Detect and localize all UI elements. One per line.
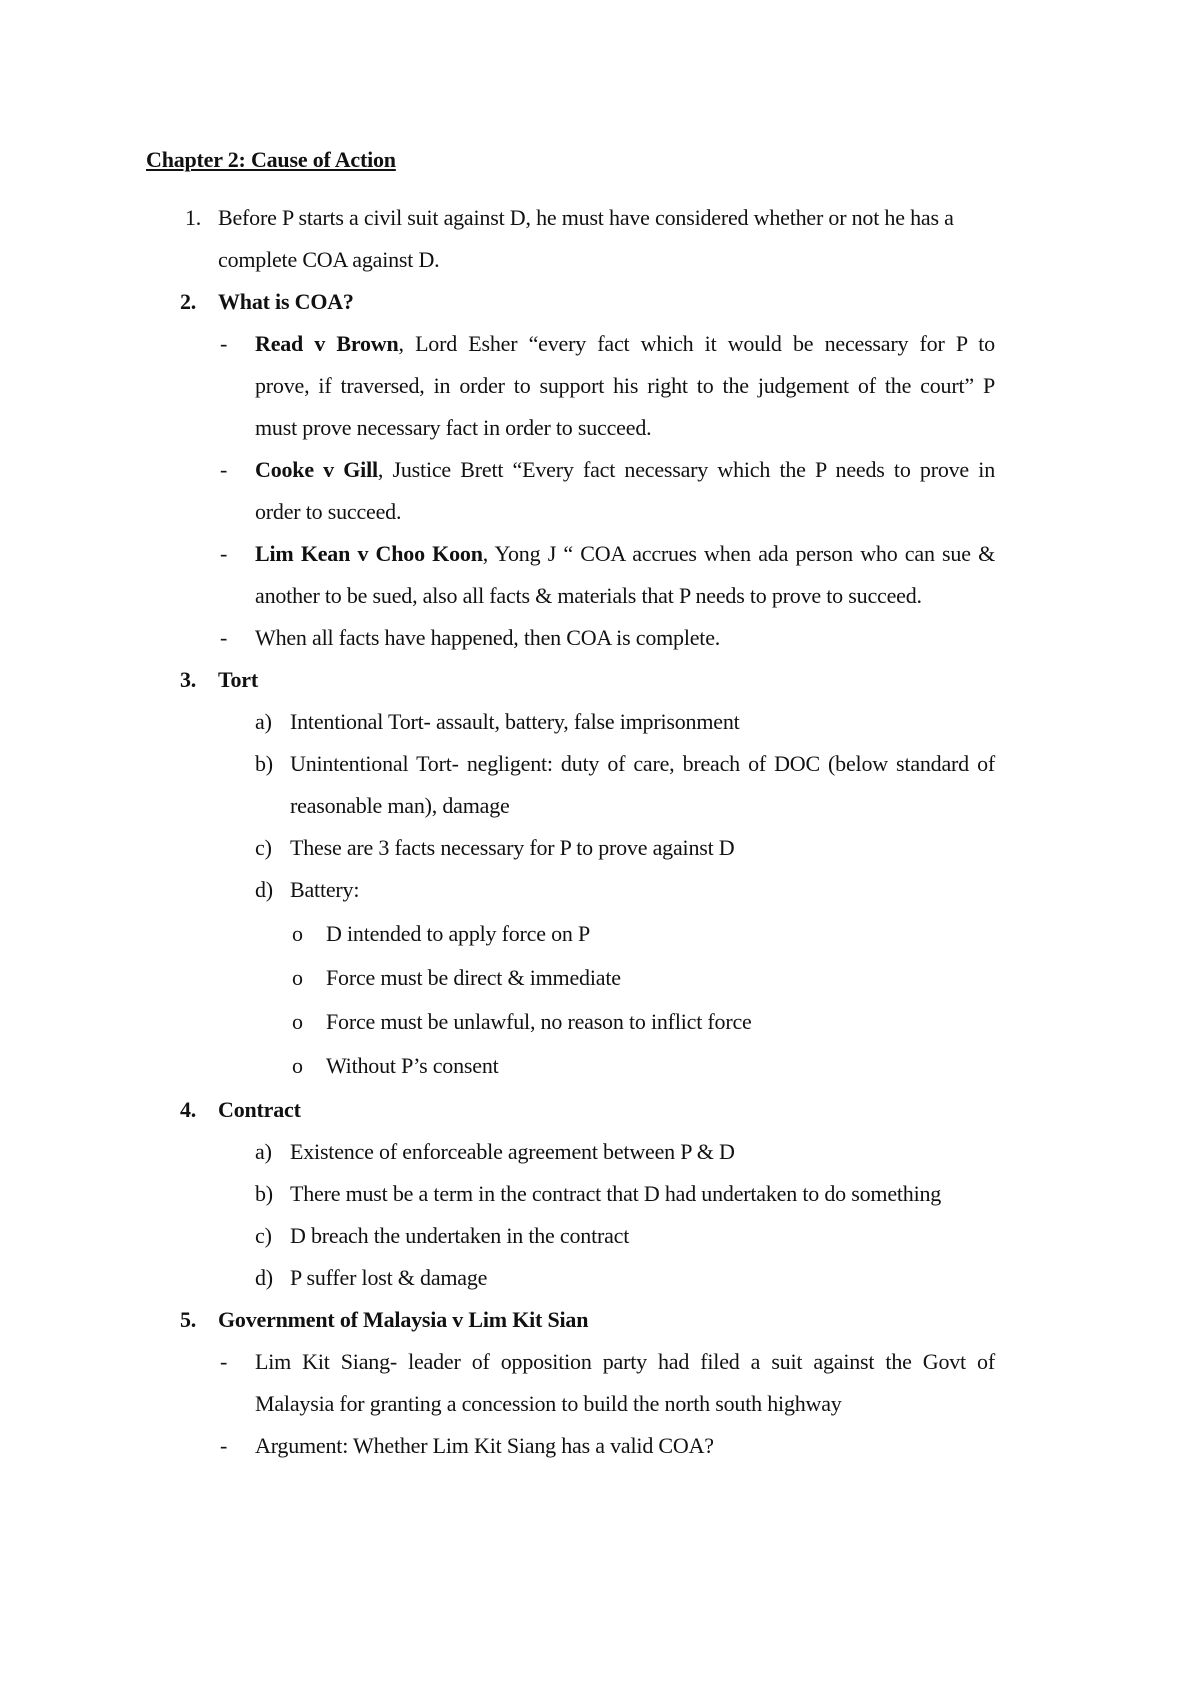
- item-1-line-1: Before P starts a civil suit against D, he must have considered whether or not he has a: [218, 205, 954, 230]
- item-5-number: 5.: [180, 1307, 197, 1332]
- item-3-a-label: a): [255, 709, 272, 734]
- item-5-bullet-2-line-1: Argument: Whether Lim Kit Siang has a valid COA?: [255, 1433, 714, 1458]
- item-2-bullet-1-text: , Lord Esher “every fact which it would be necessary for P to: [398, 331, 995, 356]
- item-5-bullet-2-dash: -: [220, 1433, 228, 1458]
- item-2-bullet-2-dash: -: [220, 457, 228, 482]
- item-3-sub-4: Without P’s consent: [326, 1053, 499, 1078]
- item-3-c-label: c): [255, 835, 272, 860]
- case-name-cooke-v-gill: Cooke v Gill: [255, 457, 378, 482]
- item-2-bullet-4-dash: -: [220, 625, 228, 650]
- item-4-heading: Contract: [218, 1097, 301, 1122]
- item-3-b-line-1: Unintentional Tort- negligent: duty of care, breach of DOC (below standard of: [290, 751, 995, 776]
- item-1-number: 1.: [185, 205, 202, 230]
- item-4-d-text: P suffer lost & damage: [290, 1265, 488, 1290]
- item-5-bullet-1-line-2: Malaysia for granting a concession to build the north south highway: [255, 1391, 842, 1416]
- item-5-heading: Government of Malaysia v Lim Kit Sian: [218, 1307, 589, 1332]
- item-2-bullet-3-text: , Yong J “ COA accrues when ada person who can sue &: [482, 541, 995, 566]
- item-4-number: 4.: [180, 1097, 197, 1122]
- item-4-b-text: There must be a term in the contract that D had undertaken to do something: [290, 1181, 942, 1206]
- item-4-c-text: D breach the undertaken in the contract: [290, 1223, 630, 1248]
- item-5-bullet-1-dash: -: [220, 1349, 228, 1374]
- item-3-d-text: Battery:: [290, 877, 360, 902]
- item-3-sub-3: Force must be unlawful, no reason to inflict force: [326, 1009, 752, 1034]
- item-3-c-text: These are 3 facts necessary for P to prove against D: [290, 835, 735, 860]
- item-3-sub-1: D intended to apply force on P: [326, 921, 591, 946]
- item-2-bullet-3-line-2: another to be sued, also all facts & materials that P needs to prove to succeed.: [255, 583, 922, 608]
- page-title: Chapter 2: Cause of Action: [146, 147, 396, 172]
- item-3-number: 3.: [180, 667, 197, 692]
- item-2-bullet-2-line-1: [255, 456, 995, 484]
- bullet-o-icon: o: [292, 965, 303, 990]
- item-2-heading: What is COA?: [218, 289, 354, 314]
- case-name-read-v-brown: Read v Brown: [255, 331, 399, 356]
- item-2-bullet-1-line-2: prove, if traversed, in order to support his right to the judgement of the court” P: [255, 373, 995, 398]
- item-3-heading: Tort: [218, 667, 258, 692]
- item-3-d-label: d): [255, 877, 273, 902]
- item-2-bullet-2-text: , Justice Brett “Every fact necessary which the P needs to prove in: [377, 457, 996, 482]
- case-name-lim-kean-v-choo-koon: Lim Kean v Choo Koon: [255, 541, 483, 566]
- item-3-a-text: Intentional Tort- assault, battery, false imprisonment: [290, 709, 740, 734]
- item-4-a-label: a): [255, 1139, 272, 1164]
- item-2-bullet-1-dash: -: [220, 331, 228, 356]
- item-2-bullet-1-line-1: [255, 330, 995, 358]
- item-3-b-label: b): [255, 751, 273, 776]
- item-2-bullet-3-dash: -: [220, 541, 228, 566]
- item-4-c-label: c): [255, 1223, 272, 1248]
- item-4-b-label: b): [255, 1181, 273, 1206]
- item-5-bullet-1-line-1: Lim Kit Siang- leader of opposition party had filed a suit against the Govt of: [255, 1349, 995, 1374]
- item-3-b-line-2: reasonable man), damage: [290, 793, 510, 818]
- item-2-bullet-2-line-2: order to succeed.: [255, 499, 402, 524]
- item-2-bullet-1-line-3: must prove necessary fact in order to succeed.: [255, 415, 652, 440]
- bullet-o-icon: o: [292, 1053, 303, 1078]
- item-2-bullet-3-line-1: [255, 540, 995, 568]
- item-1-line-2: complete COA against D.: [218, 247, 440, 272]
- bullet-o-icon: o: [292, 921, 303, 946]
- item-2-bullet-4-line-1: When all facts have happened, then COA is complete.: [255, 625, 721, 650]
- item-4-a-text: Existence of enforceable agreement between P & D: [290, 1139, 735, 1164]
- item-2-number: 2.: [180, 289, 197, 314]
- item-4-d-label: d): [255, 1265, 273, 1290]
- item-3-sub-2: Force must be direct & immediate: [326, 965, 621, 990]
- bullet-o-icon: o: [292, 1009, 303, 1034]
